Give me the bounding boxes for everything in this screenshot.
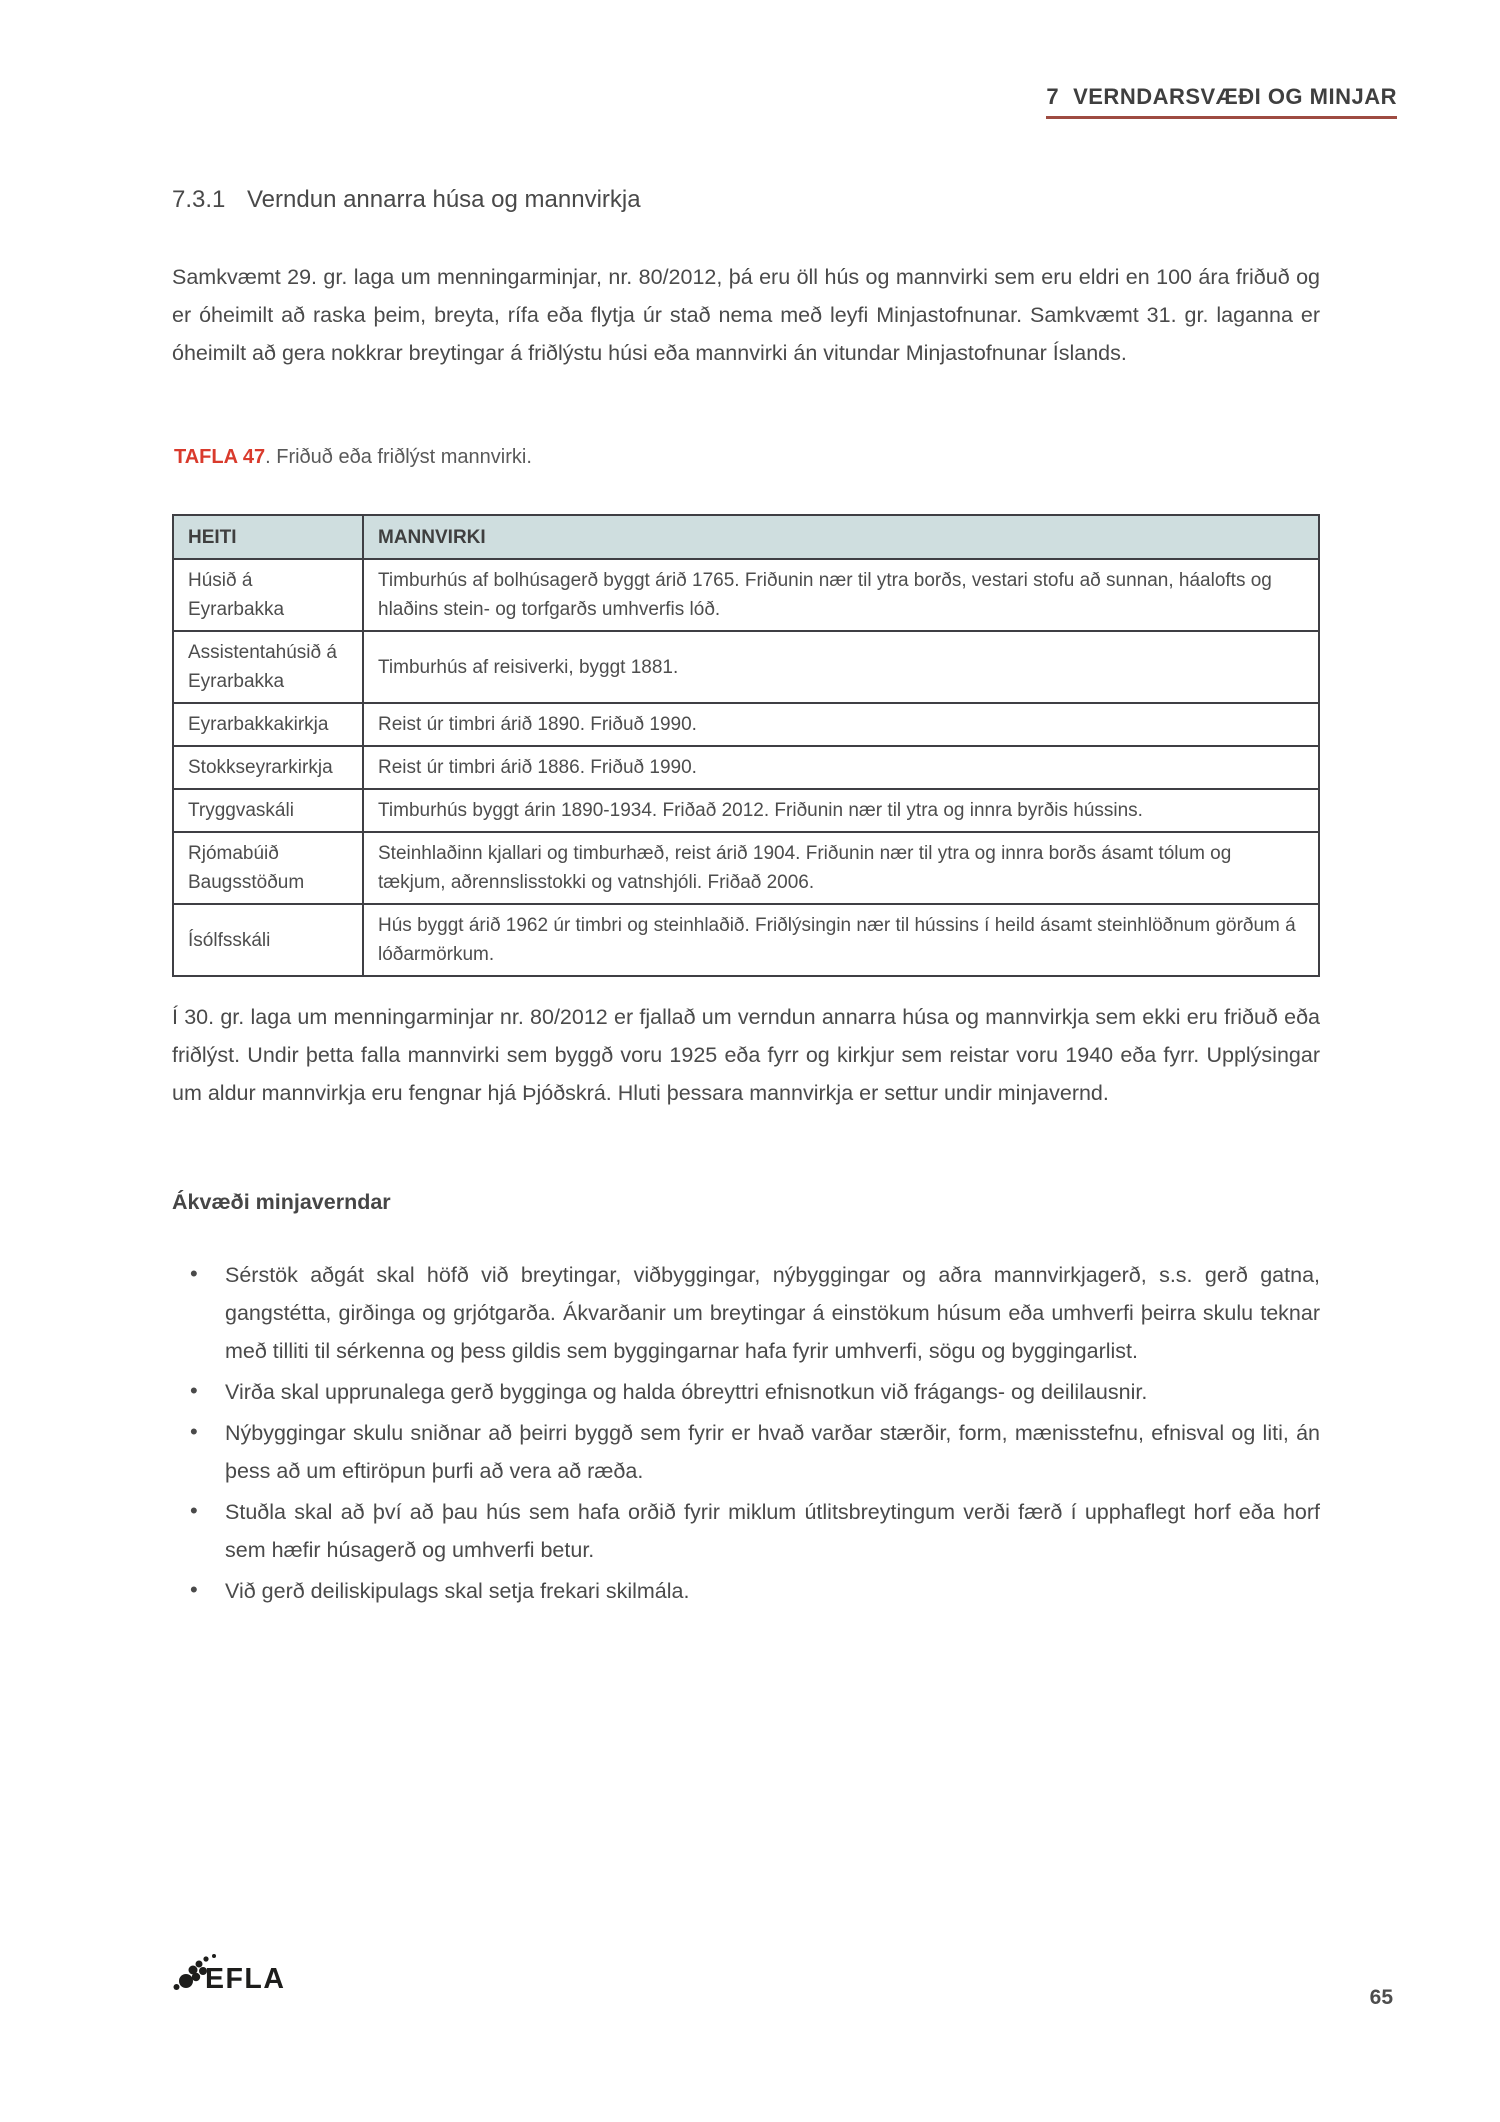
bullet-icon: • bbox=[190, 1498, 198, 1523]
cell-desc: Timburhús af reisiverki, byggt 1881. bbox=[363, 631, 1319, 703]
efla-logo bbox=[168, 1938, 338, 1998]
cell-desc: Reist úr timbri árið 1890. Friðuð 1990. bbox=[363, 703, 1319, 746]
table-header-row bbox=[173, 515, 1319, 559]
cell-desc: Timburhús byggt árin 1890-1934. Friðað 2012. Friðunin nær til ytra og innra byrðis hússins. bbox=[363, 789, 1319, 832]
table-row bbox=[173, 703, 1319, 746]
table-caption-text: . Friðuð eða friðlýst mannvirki. bbox=[265, 446, 532, 468]
page-number: 65 bbox=[1369, 1986, 1393, 2009]
bullet-icon: • bbox=[190, 1261, 198, 1286]
table-row bbox=[173, 746, 1319, 789]
list-item-text: Stuðla skal að því að þau hús sem hafa orðið fyrir miklum útlitsbreytingum verði færð í upphaflegt horf eða horf sem hæfir húsagerð og umhverfi betur. bbox=[225, 1500, 1320, 1562]
cell-desc: Reist úr timbri árið 1886. Friðuð 1990. bbox=[363, 746, 1319, 789]
chapter-number: 7 bbox=[1046, 84, 1060, 109]
list-item bbox=[172, 1414, 1320, 1490]
cell-name: Rjómabúið Baugsstöðum bbox=[173, 832, 363, 904]
table-row bbox=[173, 559, 1319, 631]
list-item bbox=[172, 1572, 1320, 1610]
table-row bbox=[173, 904, 1319, 976]
bullet-list bbox=[172, 1256, 1320, 1613]
efla-logo-text: EFLA bbox=[205, 1963, 286, 1995]
cell-name: Húsið á Eyrarbakka bbox=[173, 559, 363, 631]
cell-name: Assistentahúsið á Eyrarbakka bbox=[173, 631, 363, 703]
column-header-heiti: HEITI bbox=[173, 515, 363, 559]
table-row bbox=[173, 832, 1319, 904]
list-item-text: Nýbyggingar skulu sniðnar að þeirri byggð sem fyrir er hvað varðar stærðir, form, mænisstefnu, efnisval og liti, án þess að um eftiröpun þurfi að vera að ræða. bbox=[225, 1421, 1320, 1483]
cell-name: Tryggvaskáli bbox=[173, 789, 363, 832]
section-number: 7.3.1 bbox=[172, 186, 226, 213]
list-item-text: Sérstök aðgát skal höfð við breytingar, viðbyggingar, nýbyggingar og aðra mannvirkjagerð, s.s. gerð gatna, gangstétta, girðinga og grjótgarða. Ákvarðanir um breytingar á einstökum húsum eða umhverfi þeirra skulu teknar með tilliti til sérkenna og þess gildis sem byggingarnar hafa fyrir umhverfi, sögu og byggingarlist. bbox=[225, 1263, 1320, 1363]
bullet-icon: • bbox=[190, 1577, 198, 1602]
cell-name: Ísólfsskáli bbox=[173, 904, 363, 976]
list-item bbox=[172, 1256, 1320, 1370]
table-caption bbox=[174, 446, 532, 469]
chapter-title: VERNDARSVÆÐI OG MINJAR bbox=[1073, 84, 1397, 109]
table-row bbox=[173, 631, 1319, 703]
cell-name: Stokkseyrarkirkja bbox=[173, 746, 363, 789]
running-header bbox=[1046, 84, 1397, 119]
column-header-mannvirki: MANNVIRKI bbox=[363, 515, 1319, 559]
cell-name: Eyrarbakkakirkja bbox=[173, 703, 363, 746]
list-item bbox=[172, 1373, 1320, 1411]
list-item-text: Virða skal upprunalega gerð bygginga og halda óbreyttri efnisnotkun við frágangs- og deililausnir. bbox=[225, 1380, 1148, 1404]
paragraph-other-structures: Í 30. gr. laga um menningarminjar nr. 80/2012 er fjallað um verndun annarra húsa og mannvirkja sem ekki eru friðuð eða friðlýst. Undir þetta falla mannvirki sem byggð voru 1925 eða fyrr og kirkjur sem reistar voru 1940 eða fyrr. Upplýsingar um aldur mannvirkja eru fengnar hjá Þjóðskrá. Hluti þessara mannvirkja er settur undir minjavernd. bbox=[172, 1005, 1320, 1105]
efla-dots-icon bbox=[168, 1938, 338, 1998]
subheading-akvaedi: Ákvæði minjaverndar bbox=[172, 1190, 391, 1214]
table-caption-label: TAFLA 47 bbox=[174, 446, 266, 468]
section-heading bbox=[172, 186, 641, 214]
cell-desc: Timburhús af bolhúsagerð byggt árið 1765. Friðunin nær til ytra borðs, vestari stofu að sunnan, háalofts og hlaðins stein- og torfgarðs umhverfis lóð. bbox=[363, 559, 1319, 631]
list-item bbox=[172, 1493, 1320, 1569]
bullet-icon: • bbox=[190, 1419, 198, 1444]
cell-desc: Steinhlaðinn kjallari og timburhæð, reist árið 1904. Friðunin nær til ytra og innra borðs ásamt tólum og tækjum, aðrennslisstokki og vatnshjóli. Friðað 2006. bbox=[363, 832, 1319, 904]
bullet-icon: • bbox=[190, 1378, 198, 1403]
table-row bbox=[173, 789, 1319, 832]
paragraph-intro: Samkvæmt 29. gr. laga um menningarminjar, nr. 80/2012, þá eru öll hús og mannvirki sem eru eldri en 100 ára friðuð og er óheimilt að raska þeim, breyta, rífa eða flytja úr stað nema með leyfi Minjastofnunar. Samkvæmt 31. gr. laganna er óheimilt að gera nokkrar breytingar á friðlýstu húsi eða mannvirki án vitundar Minjastofnunar Íslands. bbox=[172, 265, 1320, 365]
cell-desc: Hús byggt árið 1962 úr timbri og steinhlaðið. Friðlýsingin nær til hússins í heild ásamt steinhlöðnum görðum á lóðarmörkum. bbox=[363, 904, 1319, 976]
list-item-text: Við gerð deiliskipulags skal setja frekari skilmála. bbox=[225, 1579, 690, 1603]
protected-structures-table bbox=[172, 514, 1320, 977]
section-title: Verndun annarra húsa og mannvirkja bbox=[247, 186, 641, 213]
